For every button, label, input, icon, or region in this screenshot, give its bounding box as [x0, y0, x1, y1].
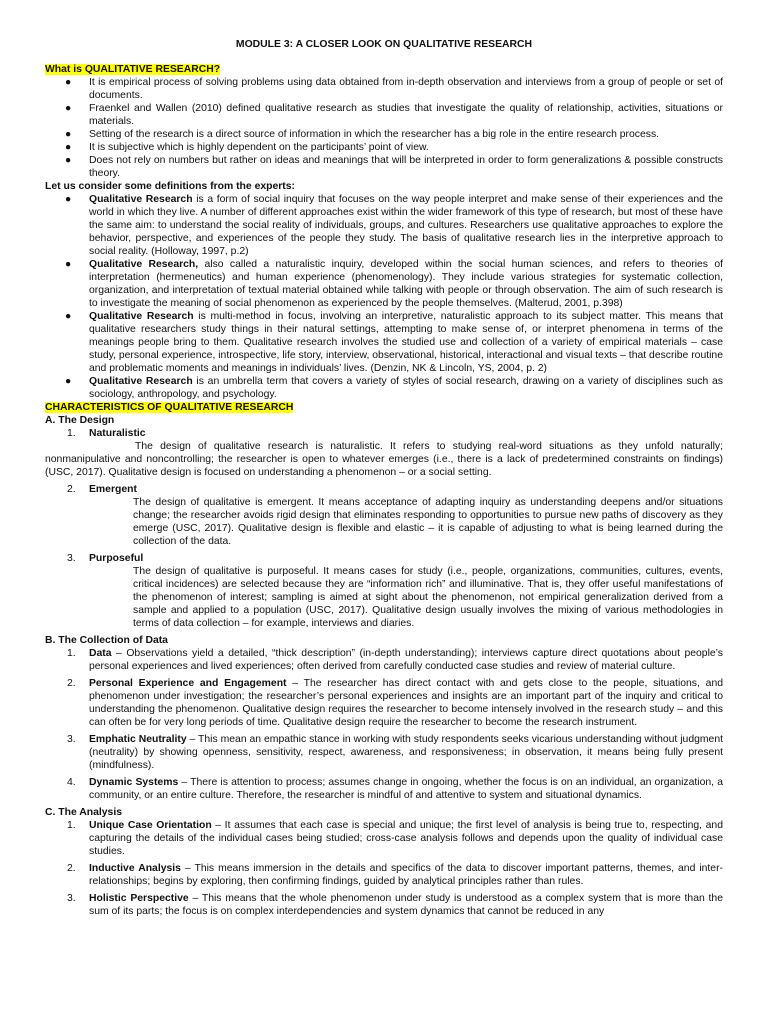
- bullet-icon: ●: [65, 155, 72, 166]
- item-number: 2.: [67, 863, 76, 874]
- item-term: Holistic Perspective: [89, 893, 189, 904]
- item-number: 3.: [67, 553, 76, 564]
- definition-term: Qualitative Research: [89, 311, 194, 322]
- analysis-list: [45, 819, 723, 918]
- definition-term: Qualitative Research: [89, 194, 193, 205]
- page-title: MODULE 3: A CLOSER LOOK ON QUALITATIVE RESEARCH: [235, 39, 533, 50]
- item-term: Naturalistic: [89, 428, 146, 439]
- list-item: [45, 375, 723, 401]
- highlighted-heading: What is QUALITATIVE RESEARCH?: [45, 64, 221, 75]
- list-item: [45, 892, 723, 918]
- item-number: 4.: [67, 777, 76, 788]
- item-term: Dynamic Systems: [89, 777, 179, 788]
- item-text: – This means immersion in the details and specifics of the data to discover important patterns, themes, and inter-relationships; begins by exploring, then confirming findings, guided by analytical principles rather than rules.: [89, 863, 724, 887]
- what-is-heading: [45, 63, 723, 76]
- design-list: [45, 427, 723, 630]
- item-text: The design of qualitative is purposeful. It means cases for study (i.e., people, organizations, communities, cultures, events, critical incidences) are selected because they are “information rich” and illuminative. That is, they offer useful manifestations of the phenomenon of interest; sampling is aimed at sight about the phenomenon, not empirical generalization derived from a sample and applied to a population (USC, 2017). Qualitative design usually involves the mixing of various methodologies in terms of data collection – for example, interviews and diaries.: [133, 566, 723, 629]
- list-item-text: Setting of the research is a direct source of information in which the researcher has a big role in the entire research process.: [89, 129, 660, 140]
- bullet-icon: ●: [65, 194, 72, 205]
- list-item-text: It is subjective which is highly dependent on the participants’ point of view.: [89, 142, 429, 153]
- list-item-text: It is empirical process of solving problems using data obtained from in-depth observation and interviews from a group of people or set of documents.: [89, 77, 723, 101]
- list-item: [45, 819, 723, 858]
- list-item: [45, 733, 723, 772]
- item-number: 1.: [67, 820, 76, 831]
- item-term: Data: [89, 648, 112, 659]
- list-item: [45, 776, 723, 802]
- bullet-icon: ●: [65, 142, 72, 153]
- definition-text: is a form of social inquiry that focuses on the way people interpret and make sense of their experiences and the world in which they live. A number of different approaches exist within the wider framework of this type of research, but most of these have the same aim: to understand the social reality of individuals, groups, and cultures. Researchers use qualitative approaches to explore the behavior, perspective, and experiences of the people they study. The basis of qualitative research lies in the interpretive approach to social reality. (Holloway, 1997, p.2): [89, 194, 723, 257]
- item-text: The design of qualitative is emergent. It means acceptance of adapting inquiry as understanding deepens and/or situations change; the researcher avoids rigid design that eliminates responding to opportunities to pursue new paths of discovery as they emerge (USC, 2017). Qualitative design is flexible and elastic – it is capable of adjusting to what is being learned during the collection of the data.: [133, 497, 723, 547]
- item-text: – There is attention to process; assumes change in ongoing, whether the focus is on an individual, an organization, a community, or an entire culture. Therefore, the researcher is mindful of and attentive to system and situational dynamics.: [89, 777, 723, 801]
- analysis-heading: C. The Analysis: [45, 807, 122, 818]
- list-item: [45, 154, 723, 180]
- list-item: [45, 552, 723, 630]
- list-item: [45, 647, 723, 673]
- bullet-icon: ●: [65, 129, 72, 140]
- list-item: [45, 76, 723, 102]
- bullet-icon: ●: [65, 259, 72, 270]
- item-number: 1.: [67, 428, 76, 439]
- item-text: – The researcher has direct contact with and gets close to the people, situations, and phenomenon under investigation; the researcher’s personal experiences and insights are an important part of the inquiry and critical to understanding the phenomenon. Qualitative design requires the researcher to become intensely involved in the research study – and this can often be for very long periods of time. Qualitative design require the researcher to become the research instrument.: [89, 678, 724, 728]
- item-number: 2.: [67, 678, 76, 689]
- bullet-icon: ●: [65, 376, 72, 387]
- list-item: [45, 862, 723, 888]
- list-item: [45, 102, 723, 128]
- list-item: [45, 193, 723, 258]
- bullet-icon: ●: [65, 311, 72, 322]
- design-heading: A. The Design: [45, 415, 115, 426]
- definition-term: Qualitative Research: [89, 376, 193, 387]
- what-is-list: [45, 76, 723, 180]
- definition-term: Qualitative Research,: [89, 259, 199, 270]
- characteristics-heading: [45, 401, 723, 414]
- bullet-icon: ●: [65, 77, 72, 88]
- bullet-icon: ●: [65, 103, 72, 114]
- item-number: 1.: [67, 648, 76, 659]
- expert-definitions-list: [45, 193, 723, 401]
- collection-list: [45, 647, 723, 802]
- item-number: 2.: [67, 484, 76, 495]
- definition-text: is multi-method in focus, involving an interpretive, naturalistic approach to its subject matter. This means that qualitative researchers study things in their natural settings, attempting to make sense of, or interpret phenomena in terms of the meanings people bring to them. Qualitative research involves the studied use and collection of a variety of empirical materials – case study, personal experience, introspective, life story, interview, observational, historical, interactional and visual texts – that describe routine and problematic moments and meanings in individuals’ lives. (Denzin, NK & Lincoln, YS, 2004, p. 2): [89, 311, 723, 374]
- item-text: – It assumes that each case is special and unique; the first level of analysis is being true to, respecting, and capturing the details of the individual cases being studied; cross-case analysis follows and depends upon the quality of individual case studies.: [89, 820, 723, 857]
- definition-text: is an umbrella term that covers a variety of styles of social research, drawing on a variety of disciplines such as sociology, anthropology, and psychology.: [89, 376, 723, 400]
- list-item-text: Fraenkel and Wallen (2010) defined qualitative research as studies that investigate the quality of relationship, activities, situations or materials.: [89, 103, 723, 127]
- list-item: [45, 427, 723, 479]
- item-number: 3.: [67, 893, 76, 904]
- highlighted-heading: CHARACTERISTICS OF QUALITATIVE RESEARCH: [45, 402, 294, 413]
- item-term: Unique Case Orientation: [89, 820, 212, 831]
- collection-heading: B. The Collection of Data: [45, 635, 168, 646]
- item-text: – Observations yield a detailed, “thick description” (in-depth understanding); interviews capture direct quotations about people’s personal experiences and lived experiences; often derived from carefully conducted case studies and review of material culture.: [89, 648, 723, 672]
- list-item-text: Does not rely on numbers but rather on ideas and meanings that will be interpreted in order to form generalizations & possible constructs theory.: [89, 155, 723, 179]
- item-term: Inductive Analysis: [89, 863, 181, 874]
- item-term: Purposeful: [89, 553, 144, 564]
- list-item: [45, 141, 723, 154]
- definition-text: also called a naturalistic inquiry, developed within the social human sciences, and refers to theories of interpretation (hermeneutics) and human experience (phenomenology). They include various strategies for systematic collection, organization, and interpretation of textual material obtained while talking with people or through observation. The aim of such research is to investigate the meaning of social phenomenon as experienced by the people themselves. (Malterud, 2001, p.398): [89, 259, 724, 309]
- item-term: Emphatic Neutrality: [89, 734, 187, 745]
- item-text: – This means that the whole phenomenon under study is understood as a complex system that is more than the sum of its parts; the focus is on complex interdependencies and system dynamics that cannot be reduced in any: [89, 893, 723, 917]
- list-item: [45, 310, 723, 375]
- experts-heading: Let us consider some definitions from the experts:: [45, 181, 295, 192]
- list-item: [45, 258, 723, 310]
- list-item: [45, 677, 723, 729]
- item-term: Emergent: [89, 484, 137, 495]
- list-item: [45, 128, 723, 141]
- item-text: – This mean an empathic stance in working with study respondents seeks vicarious understanding without judgment (neutrality) by showing openness, sensitivity, respect, awareness, and responsiveness; in observation, it means being fully present (mindfulness).: [89, 734, 723, 771]
- item-term: Personal Experience and Engagement: [89, 678, 287, 689]
- item-number: 3.: [67, 734, 76, 745]
- item-text: The design of qualitative research is naturalistic. It refers to studying real-word situations as they unfold naturally; nonmanipulative and noncontrolling; the researcher is open to whatever emerges (i.e., there is a lack of predetermined constraints on findings) (USC, 2017). Qualitative design is focused on understanding a phenomenon – or a social setting.: [45, 441, 723, 478]
- list-item: [45, 483, 723, 548]
